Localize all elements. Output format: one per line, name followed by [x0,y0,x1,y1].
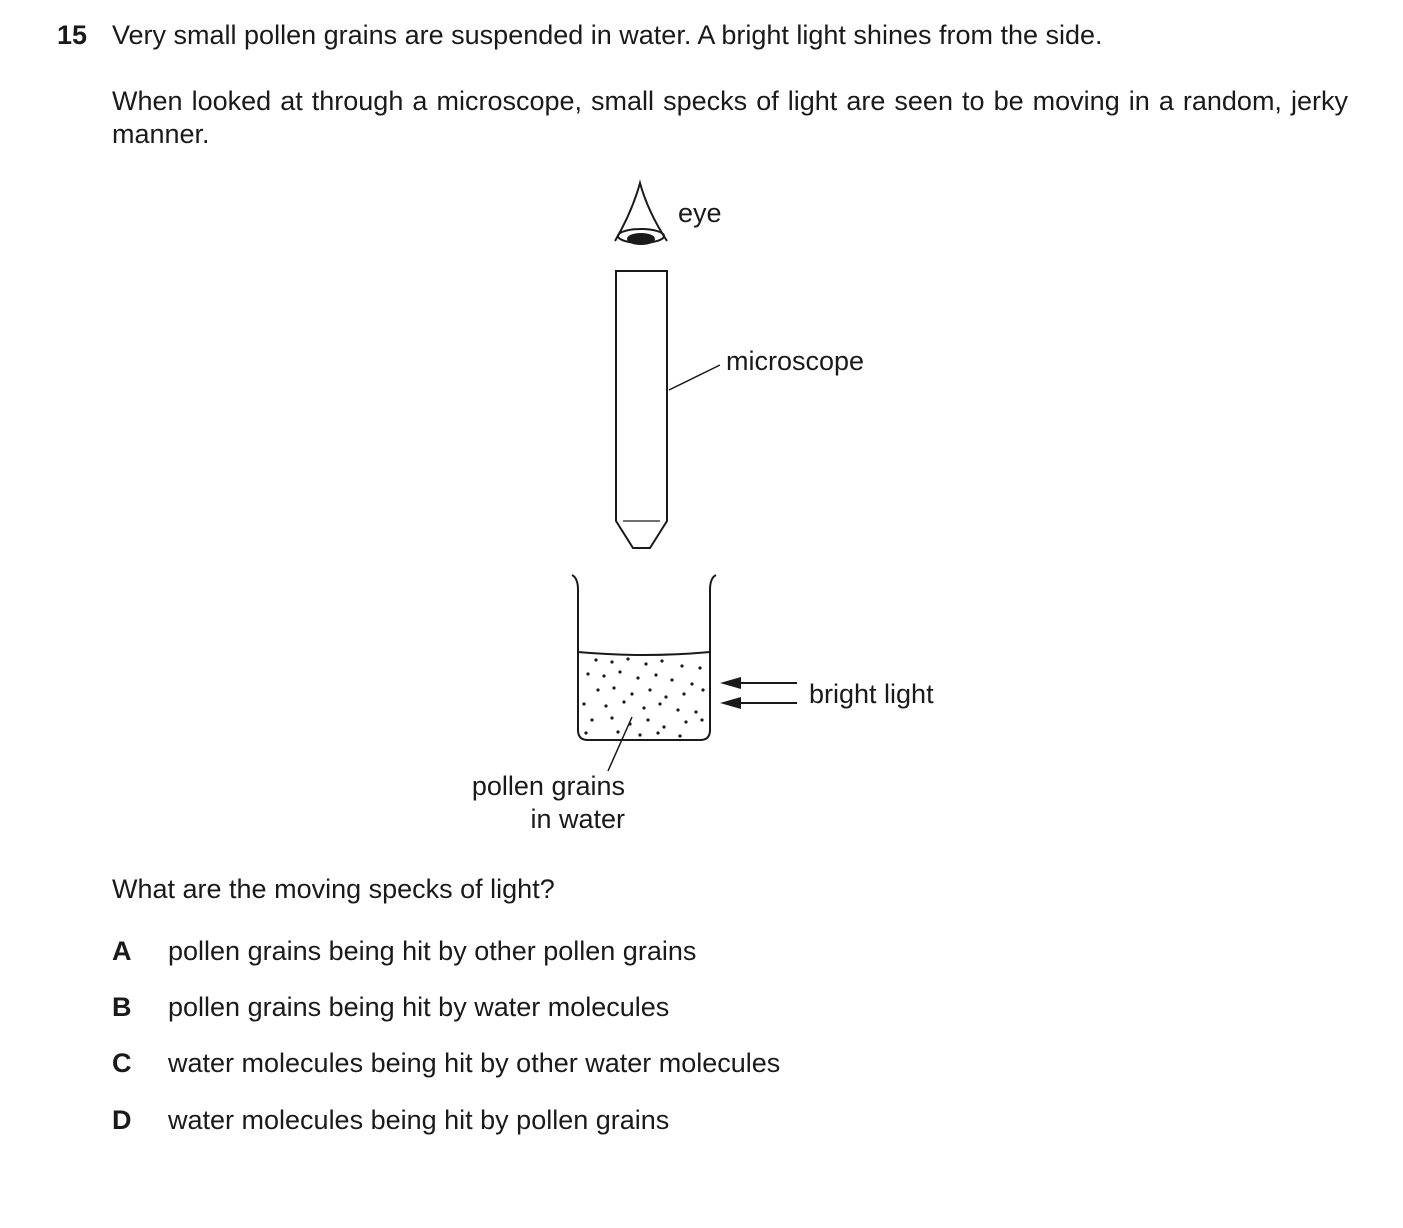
pollen-dot [644,662,647,665]
pollen-dot [646,718,649,721]
option-text: water molecules being hit by other water molecules [168,1048,781,1078]
pollen-dot [676,708,679,711]
pollen-dot [618,670,621,673]
pollen-dot [662,725,665,728]
pollen-dot [654,673,657,676]
pollen-dot [656,731,659,734]
pollen-dot [626,657,629,660]
microscope-tube [616,271,667,548]
pollen-dot [610,716,613,719]
pollen-dot [642,706,645,709]
eye-label: eye [678,198,722,228]
beaker [572,575,716,740]
pollen-label [472,770,625,836]
option-letter: D [112,1105,132,1135]
question-stem-observation: When looked at through a microscope, small specks of light are seen to be moving in a random, jerky manner. [112,86,1348,149]
pollen-dot [590,718,593,721]
pollen-dot [698,666,701,669]
pollen-dot [690,682,693,685]
pollen-dot [638,733,641,736]
pollen-leader-line [608,717,632,771]
pollen-dot [636,676,639,679]
pollen-dot [664,695,667,698]
question-prompt: What are the moving specks of light? [112,874,555,904]
pollen-dot [594,658,597,661]
pollen-label-line2: in water [530,804,625,834]
pollen-dot [680,664,683,667]
option-letter: C [112,1048,132,1078]
pollen-dot [604,704,607,707]
pollen-dot [648,688,651,691]
pollen-dot [694,710,697,713]
pollen-grains [582,657,704,737]
pollen-dot [622,700,625,703]
microscope-leader-line [669,365,720,390]
option-a[interactable] [112,935,696,967]
pollen-dot [602,674,605,677]
pollen-dot [660,659,663,662]
option-text: water molecules being hit by pollen grains [168,1105,670,1135]
bright-light-label: bright light [809,679,934,709]
pollen-dot [682,692,685,695]
question-number: 15 [57,20,88,50]
option-c[interactable] [112,1047,780,1079]
pollen-dot [582,702,585,705]
pollen-dot [678,734,681,737]
pollen-dot [658,702,661,705]
pollen-dot [684,720,687,723]
eye-icon [615,183,667,244]
option-d[interactable] [112,1104,669,1136]
pollen-label-line1: pollen grains [471,771,625,801]
pollen-dot [630,692,633,695]
option-text: pollen grains being hit by other pollen grains [168,936,697,966]
option-text: pollen grains being hit by water molecules [168,992,670,1022]
pollen-dot [610,660,613,663]
question-stem: Very small pollen grains are suspended in water. A bright light shines from the side. [112,20,1103,50]
pollen-dot [612,686,615,689]
option-b[interactable] [112,991,669,1023]
pollen-dot [584,731,587,734]
pollen-dot [700,718,703,721]
pollen-dot [670,678,673,681]
option-letter: A [112,936,132,966]
option-letter: B [112,992,132,1022]
microscope-label: microscope [726,346,865,376]
pollen-dot [596,688,599,691]
pollen-dot [586,672,589,675]
light-arrows [720,677,797,709]
pollen-dot [616,730,619,733]
pollen-dot [701,688,704,691]
